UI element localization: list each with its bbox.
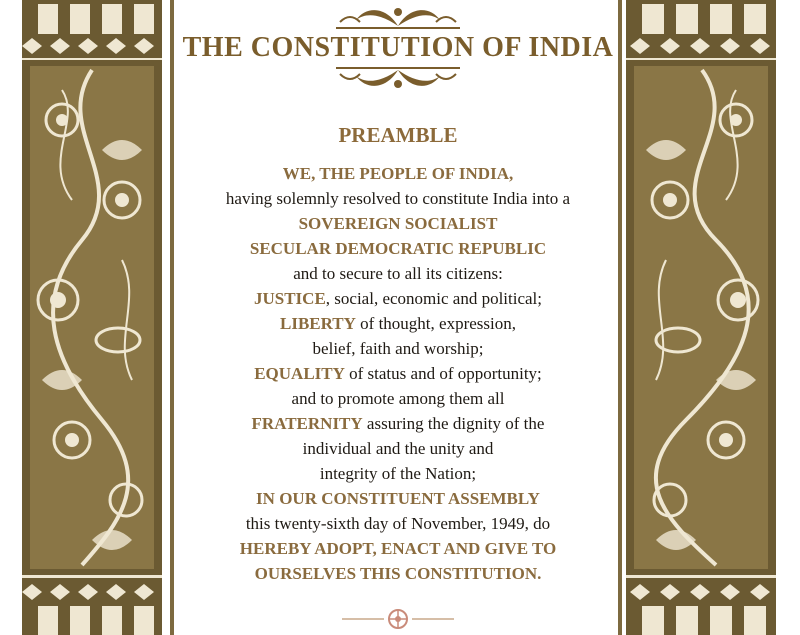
preamble-line: integrity of the Nation; bbox=[319, 464, 477, 483]
floral-vine-border-right-icon bbox=[626, 0, 776, 635]
floral-vine-border-left-icon bbox=[22, 0, 162, 635]
preamble-body bbox=[178, 161, 618, 586]
preamble-text-panel bbox=[178, 0, 618, 635]
preamble-line: JUSTICE, social, economic and political; bbox=[253, 289, 543, 308]
preamble-line: and to promote among them all bbox=[291, 389, 505, 408]
document-title: THE CONSTITUTION OF INDIA bbox=[182, 32, 614, 63]
frame-line-left bbox=[170, 0, 174, 635]
preamble-line: and to secure to all its citizens: bbox=[293, 264, 503, 283]
preamble-line: OURSELVES THIS CONSTITUTION. bbox=[254, 564, 542, 583]
lotus-footer-ornament-icon bbox=[338, 607, 458, 631]
preamble-line: FRATERNITY assuring the dignity of the bbox=[251, 414, 545, 433]
floral-border-right bbox=[626, 0, 776, 635]
preamble-line: SECULAR DEMOCRATIC REPUBLIC bbox=[249, 239, 547, 258]
preamble-heading: PREAMBLE bbox=[338, 123, 458, 147]
preamble-line: WE, THE PEOPLE OF INDIA, bbox=[282, 164, 514, 183]
title-scroll-ornament-bottom-icon bbox=[326, 64, 470, 94]
preamble-line: belief, faith and worship; bbox=[312, 339, 484, 358]
preamble-line: EQUALITY of status and of opportunity; bbox=[254, 364, 542, 383]
preamble-line: LIBERTY of thought, expression, bbox=[279, 314, 516, 333]
preamble-line: individual and the unity and bbox=[302, 439, 494, 458]
preamble-line: IN OUR CONSTITUENT ASSEMBLY bbox=[256, 489, 540, 508]
preamble-line: this twenty-sixth day of November, 1949, do bbox=[245, 514, 551, 533]
floral-border-left bbox=[22, 0, 162, 635]
frame-line-right bbox=[618, 0, 622, 635]
preamble-line: HEREBY ADOPT, ENACT AND GIVE TO bbox=[239, 539, 557, 558]
preamble-line: SOVEREIGN SOCIALIST bbox=[298, 214, 498, 233]
title-scroll-ornament-icon bbox=[326, 2, 470, 32]
preamble-line: having solemnly resolved to constitute India into a bbox=[225, 189, 571, 208]
